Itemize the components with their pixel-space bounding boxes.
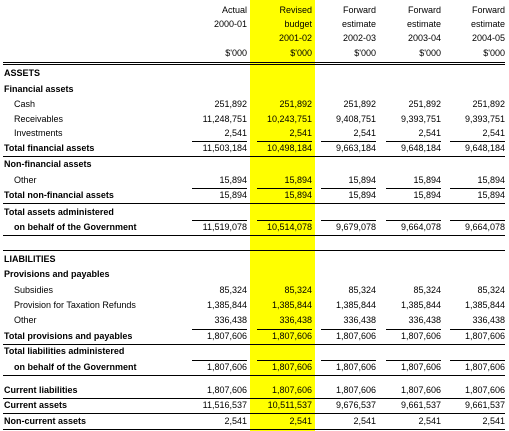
row-value: 2,541 xyxy=(482,128,505,138)
row-label: Total liabilities administered xyxy=(4,346,125,356)
row-value: 9,664,078 xyxy=(400,222,441,232)
row-value: 1,385,844 xyxy=(271,300,312,310)
row-value: 9,648,184 xyxy=(400,143,441,153)
table-row xyxy=(0,66,509,81)
table-row xyxy=(0,157,509,172)
row-value: 85,324 xyxy=(348,285,376,295)
table-row xyxy=(0,298,509,313)
total-rule-above xyxy=(192,360,247,361)
total-rule-above xyxy=(192,141,247,142)
total-rule-above xyxy=(450,329,505,330)
row-label: Receivables xyxy=(14,114,64,124)
row-value: 1,385,844 xyxy=(464,300,505,310)
column-unit: $'000 xyxy=(483,48,505,58)
row-value: 15,894 xyxy=(284,175,312,185)
row-value: 9,663,184 xyxy=(335,143,376,153)
column-header-line: 2003-04 xyxy=(407,33,441,43)
row-label: Other xyxy=(14,175,37,185)
total-rule-below xyxy=(3,203,505,204)
row-value: 15,894 xyxy=(284,190,312,200)
row-value: 9,648,184 xyxy=(464,143,505,153)
table-row xyxy=(0,141,509,156)
table-row xyxy=(0,398,509,413)
row-value: 10,243,751 xyxy=(266,114,312,124)
row-value: 2,541 xyxy=(418,128,441,138)
row-value: 1,807,606 xyxy=(271,362,312,372)
column-header-line: Forward xyxy=(407,5,441,15)
section-rule xyxy=(3,64,505,65)
row-value: 1,807,606 xyxy=(335,385,376,395)
table-row xyxy=(0,283,509,298)
total-rule-above xyxy=(192,329,247,330)
total-rule-above xyxy=(386,360,441,361)
row-value: 336,438 xyxy=(472,315,505,325)
row-value: 1,807,606 xyxy=(206,362,247,372)
column-unit: $'000 xyxy=(225,48,247,58)
row-value: 2,541 xyxy=(289,128,312,138)
row-value: 15,894 xyxy=(477,175,505,185)
row-value: 15,894 xyxy=(413,190,441,200)
row-value: 1,807,606 xyxy=(464,385,505,395)
table-row xyxy=(0,360,509,375)
table-row xyxy=(0,97,509,112)
total-rule-above xyxy=(257,188,312,189)
column-unit: $'000 xyxy=(419,48,441,58)
row-value: 15,894 xyxy=(348,175,376,185)
column-header-line: estimate xyxy=(470,19,505,29)
row-value: 9,676,537 xyxy=(335,400,376,410)
row-label: Total provisions and payables xyxy=(4,331,133,341)
table-row xyxy=(0,383,509,398)
total-rule-above xyxy=(321,360,376,361)
total-rule-above xyxy=(386,188,441,189)
table-row xyxy=(0,112,509,127)
row-value: 251,892 xyxy=(343,99,376,109)
row-label: Subsidies xyxy=(14,285,54,295)
row-label: Other xyxy=(14,315,37,325)
table-row xyxy=(0,313,509,328)
row-value: 1,807,606 xyxy=(400,385,441,395)
column-header-line: budget xyxy=(284,19,312,29)
total-rule-above xyxy=(386,141,441,142)
total-rule-above xyxy=(450,220,505,221)
row-value: 2,541 xyxy=(353,416,376,426)
row-value: 9,408,751 xyxy=(335,114,376,124)
row-label: Total assets administered xyxy=(4,207,114,217)
total-rule-above xyxy=(450,141,505,142)
row-value: 2,541 xyxy=(418,416,441,426)
row-label: Cash xyxy=(14,99,36,109)
row-value: 11,503,184 xyxy=(202,143,247,153)
row-value: 1,807,606 xyxy=(271,385,312,395)
row-value: 2,541 xyxy=(224,128,247,138)
table-row xyxy=(0,173,509,188)
row-value: 9,679,078 xyxy=(335,222,376,232)
row-value: 11,248,751 xyxy=(202,114,247,124)
column-header-line: 2002-03 xyxy=(342,33,376,43)
column-header-line: estimate xyxy=(406,19,441,29)
row-value: 10,498,184 xyxy=(266,143,312,153)
row-value: 11,519,078 xyxy=(202,222,247,232)
table-row xyxy=(0,220,509,235)
row-label: on behalf of the Government xyxy=(14,362,137,372)
row-value: 1,807,606 xyxy=(206,385,247,395)
row-value: 9,393,751 xyxy=(464,114,505,124)
row-value: 1,807,606 xyxy=(271,331,312,341)
table-row xyxy=(0,205,509,220)
row-value: 85,324 xyxy=(477,285,505,295)
row-value: 10,514,078 xyxy=(266,222,312,232)
blank-row xyxy=(0,236,509,251)
row-value: 2,541 xyxy=(353,128,376,138)
section-rule xyxy=(3,250,505,251)
total-rule-above xyxy=(257,360,312,361)
header-rule xyxy=(3,62,505,63)
row-value: 2,541 xyxy=(289,416,312,426)
row-value: 1,385,844 xyxy=(335,300,376,310)
row-value: 336,438 xyxy=(214,315,247,325)
table-row xyxy=(0,252,509,267)
column-header-line: Forward xyxy=(342,5,376,15)
row-value: 9,661,537 xyxy=(464,400,505,410)
row-label: LIABILITIES xyxy=(4,254,56,264)
column-header-line: estimate xyxy=(341,19,376,29)
row-value: 1,807,606 xyxy=(335,331,376,341)
row-value: 9,664,078 xyxy=(464,222,505,232)
row-value: 336,438 xyxy=(279,315,312,325)
row-value: 251,892 xyxy=(472,99,505,109)
total-rule-above xyxy=(386,220,441,221)
row-value: 85,324 xyxy=(284,285,312,295)
row-label: ASSETS xyxy=(4,68,41,78)
row-label: Current assets xyxy=(4,400,68,410)
table-row xyxy=(0,267,509,282)
table-row xyxy=(0,82,509,97)
row-label: on behalf of the Government xyxy=(14,222,137,232)
row-value: 85,324 xyxy=(413,285,441,295)
row-value: 15,894 xyxy=(413,175,441,185)
row-value: 85,324 xyxy=(219,285,247,295)
total-rule-above xyxy=(257,141,312,142)
table-row xyxy=(0,344,509,359)
row-label: Non-current assets xyxy=(4,416,87,426)
column-header-line: Forward xyxy=(471,5,505,15)
row-value: 1,385,844 xyxy=(400,300,441,310)
column-unit: $'000 xyxy=(354,48,376,58)
column-header-line: 2004-05 xyxy=(471,33,505,43)
row-value: 15,894 xyxy=(477,190,505,200)
column-header-line: 2001-02 xyxy=(278,33,312,43)
row-label: Investments xyxy=(14,128,63,138)
row-value: 15,894 xyxy=(219,190,247,200)
row-value: 336,438 xyxy=(343,315,376,325)
row-value: 15,894 xyxy=(219,175,247,185)
row-value: 9,393,751 xyxy=(400,114,441,124)
row-label: Financial assets xyxy=(4,84,74,94)
row-value: 251,892 xyxy=(279,99,312,109)
row-value: 251,892 xyxy=(408,99,441,109)
row-value: 1,807,606 xyxy=(206,331,247,341)
column-unit: $'000 xyxy=(290,48,312,58)
row-value: 10,511,537 xyxy=(267,400,312,410)
column-header-line: Revised xyxy=(279,5,312,15)
total-rule-above xyxy=(192,188,247,189)
total-rule-above xyxy=(450,360,505,361)
row-value: 11,516,537 xyxy=(202,400,247,410)
row-label: Non-financial assets xyxy=(4,159,92,169)
table-row xyxy=(0,126,509,141)
total-rule-above xyxy=(257,329,312,330)
total-rule-above xyxy=(386,329,441,330)
column-header-line: 2000-01 xyxy=(213,19,247,29)
row-value: 1,807,606 xyxy=(400,362,441,372)
row-label: Total non-financial assets xyxy=(4,190,114,200)
total-rule-above xyxy=(257,220,312,221)
table-row xyxy=(0,329,509,344)
row-value: 1,807,606 xyxy=(464,362,505,372)
row-label: Provision for Taxation Refunds xyxy=(14,300,136,310)
row-label: Total financial assets xyxy=(4,143,95,153)
total-rule-above xyxy=(192,220,247,221)
row-rule xyxy=(3,429,505,430)
row-label: Provisions and payables xyxy=(4,269,110,279)
column-header-line: Actual xyxy=(221,5,247,15)
row-value: 1,385,844 xyxy=(206,300,247,310)
total-rule-above xyxy=(321,141,376,142)
total-rule-above xyxy=(450,188,505,189)
row-label: Current liabilities xyxy=(4,385,78,395)
row-value: 336,438 xyxy=(408,315,441,325)
row-value: 1,807,606 xyxy=(400,331,441,341)
total-rule-above xyxy=(321,329,376,330)
table-row xyxy=(0,188,509,203)
row-value: 9,661,537 xyxy=(400,400,441,410)
table-row xyxy=(0,414,509,429)
row-value: 251,892 xyxy=(214,99,247,109)
row-value: 15,894 xyxy=(348,190,376,200)
row-value: 1,807,606 xyxy=(335,362,376,372)
total-rule-above xyxy=(321,188,376,189)
row-value: 1,807,606 xyxy=(464,331,505,341)
total-rule-above xyxy=(321,220,376,221)
row-value: 2,541 xyxy=(224,416,247,426)
row-value: 2,541 xyxy=(482,416,505,426)
